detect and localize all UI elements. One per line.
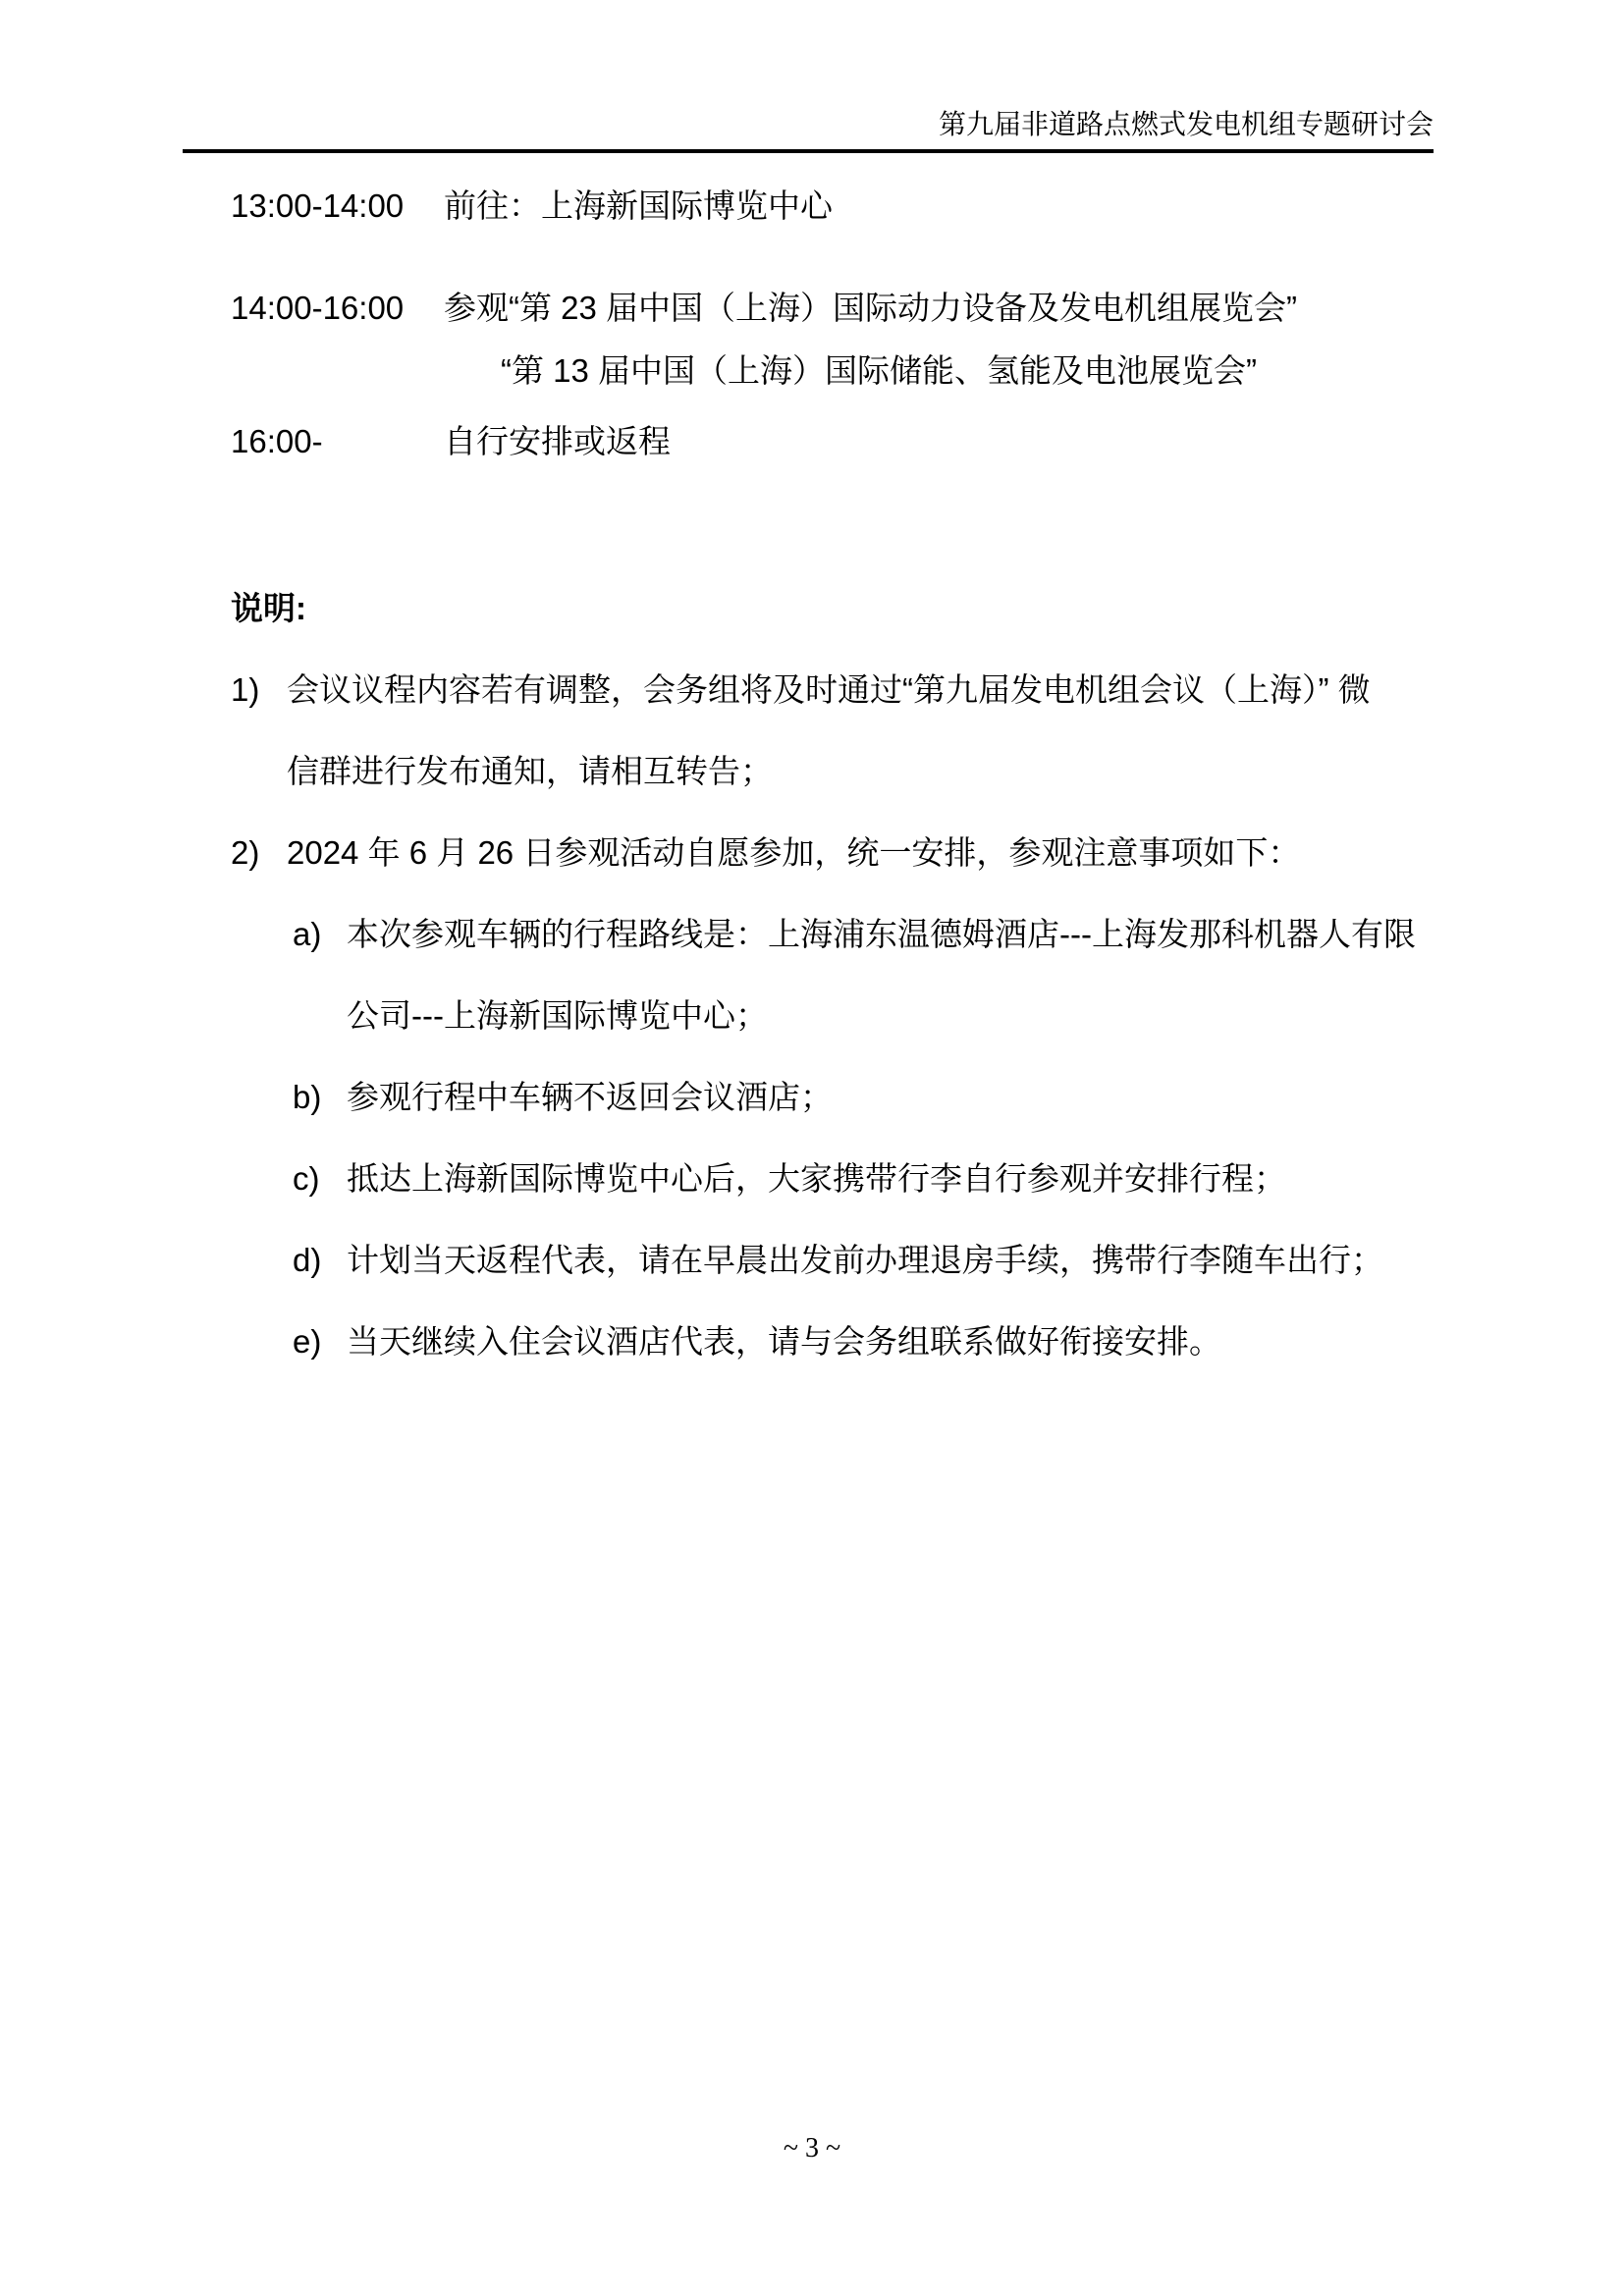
- agenda-time: 14:00-16:00: [231, 290, 405, 326]
- note-item-marker: b): [293, 1079, 322, 1115]
- note-item-line: 本次参观车辆的行程路线是：上海浦东温德姆酒店---上海发那科机器人有限: [347, 916, 1416, 952]
- notes-heading: 说明:: [231, 590, 306, 626]
- agenda-row-2: [231, 277, 1448, 402]
- note-subitem-d: [231, 1219, 1441, 1301]
- note-item-line: 计划当天返程代表，请在早晨出发前办理退房手续，携带行李随车出行；: [347, 1242, 1383, 1278]
- notes-section: [231, 567, 1441, 1382]
- agenda-line: 前往：上海新国际博览中心: [444, 187, 833, 224]
- note-subitem-b: [231, 1056, 1441, 1138]
- note-item-marker: a): [293, 916, 322, 952]
- note-subitem-e: [231, 1301, 1441, 1382]
- agenda-line: 自行安排或返程: [444, 423, 671, 459]
- agenda-row-1: [231, 185, 1448, 228]
- note-item-line: 信群进行发布通知，请相互转告；: [287, 753, 773, 789]
- agenda-time: 13:00-14:00: [231, 187, 405, 224]
- note-item-line: 2024 年 6 月 26 日参观活动自愿参加，统一安排，参观注意事项如下：: [287, 834, 1301, 871]
- note-item-line: 公司---上海新国际博览中心；: [347, 997, 768, 1034]
- note-item-line: 会议议程内容若有调整，会务组将及时通过“第九届发电机组会议（上海）” 微: [287, 671, 1371, 708]
- note-subitem-c: [231, 1138, 1441, 1219]
- agenda-time: 16:00-: [231, 423, 323, 459]
- note-item-line: 当天继续入住会议酒店代表，请与会务组联系做好衔接安排。: [347, 1323, 1221, 1360]
- note-item-line: 抵达上海新国际博览中心后，大家携带行李自行参观并安排行程；: [347, 1160, 1286, 1197]
- agenda-row-3: [231, 420, 1448, 463]
- page-footer: [0, 2132, 1624, 2165]
- note-item-marker: c): [293, 1160, 320, 1197]
- note-item-1: [231, 649, 1441, 730]
- agenda-line: 参观“第 23 届中国（上海）国际动力设备及发电机组展览会”: [444, 290, 1298, 326]
- header-title: 第九届非道路点燃式发电机组专题研讨会: [938, 109, 1434, 139]
- note-item-marker: e): [293, 1323, 322, 1360]
- agenda-line: “第 13 届中国（上海）国际储能、氢能及电池展览会”: [501, 352, 1258, 389]
- page-header: [183, 104, 1434, 153]
- footer-page-number: ~ 3 ~: [783, 2133, 841, 2163]
- note-subitem-a: [231, 893, 1441, 975]
- note-item-marker: 2): [231, 834, 260, 871]
- note-item-marker: d): [293, 1242, 322, 1278]
- note-item-2: [231, 812, 1441, 893]
- note-item-line: 参观行程中车辆不返回会议酒店；: [347, 1079, 833, 1115]
- note-item-marker: 1): [231, 671, 260, 708]
